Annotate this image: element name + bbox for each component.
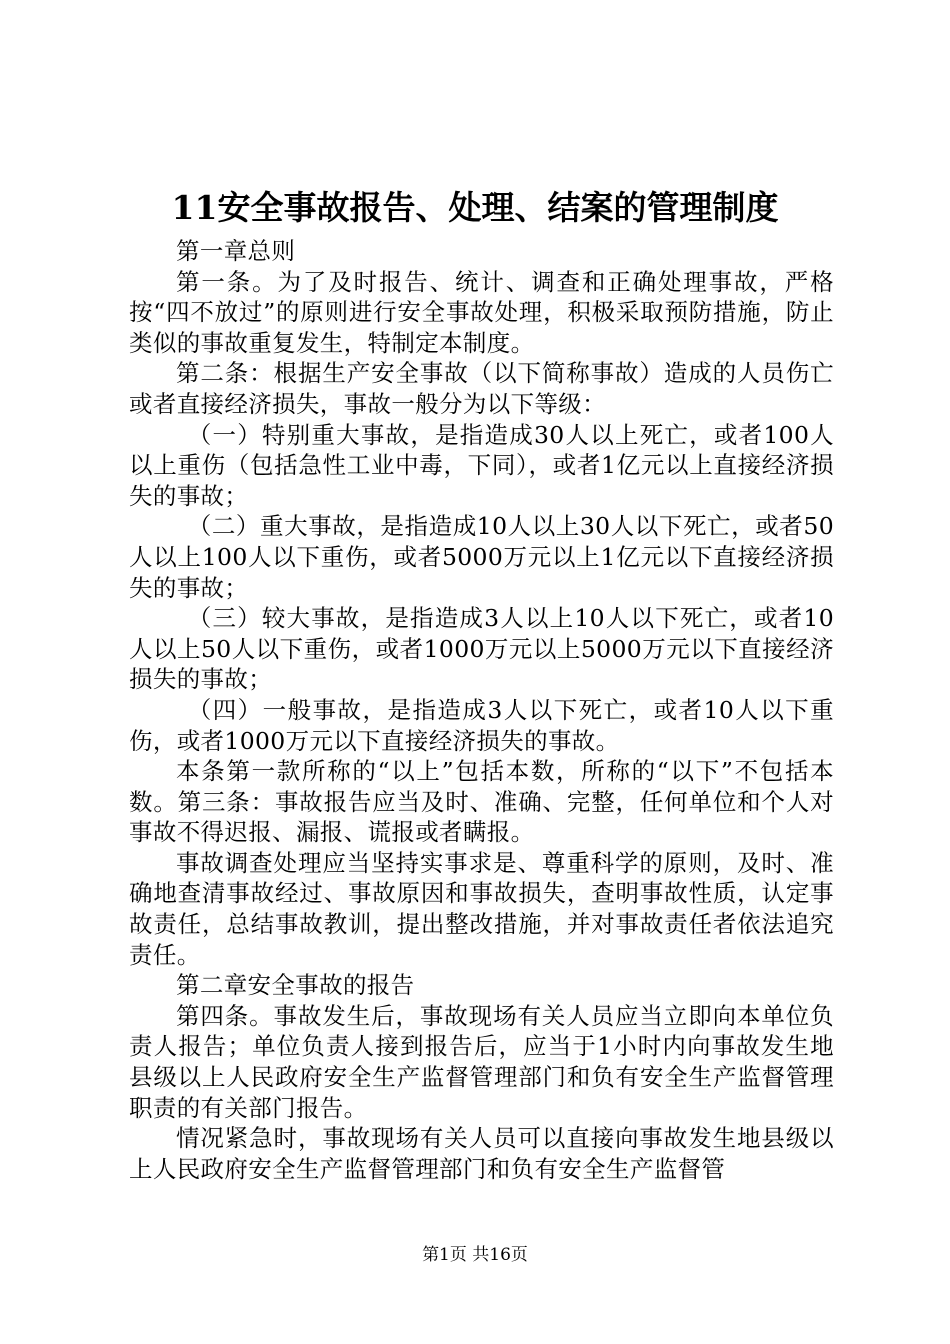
page-number-footer: 第1页 共16页 <box>422 1245 528 1265</box>
paragraph: 第二章安全事故的报告 <box>176 971 415 1000</box>
paragraph: 第四条。事故发生后，事故现场有关人员应当立即向本单位负责人报告；单位负责人接到报告后，应当于1小时内向事故发生地县级以上人民政府安全生产监督管理部门和负有安全生产监督管理职责的有关部门报告。 <box>129 1001 834 1122</box>
paragraph: （二）重大事故，是指造成10人以上30人以下死亡，或者50人以上100人以下重伤，或者5000万元以上1亿元以下直接经济损失的事故； <box>129 512 834 602</box>
paragraph: （一）特别重大事故，是指造成30人以上死亡，或者100人以上重伤（包括急性工业中毒，下同），或者1亿元以上直接经济损失的事故； <box>129 420 834 510</box>
paragraph: 事故调查处理应当坚持实事求是、尊重科学的原则，及时、准确地查清事故经过、事故原因和事故损失，查明事故性质，认定事故责任，总结事故教训，提出整改措施，并对事故责任者依法追究责任。 <box>129 848 834 969</box>
paragraph: 本条第一款所称的“以上”包括本数，所称的“以下”不包括本数。第三条：事故报告应当及时、准确、完整，任何单位和个人对事故不得迟报、漏报、谎报或者瞒报。 <box>129 757 834 847</box>
paragraph: 情况紧急时，事故现场有关人员可以直接向事故发生地县级以上人民政府安全生产监督管理部门和负有安全生产监督管 <box>129 1124 834 1183</box>
paragraph: 第二条：根据生产安全事故（以下简称事故）造成的人员伤亡或者直接经济损失，事故一般分为以下等级： <box>129 359 834 418</box>
paragraph: （三）较大事故，是指造成3人以上10人以下死亡，或者10人以上50人以下重伤，或者1000万元以上5000万元以下直接经济损失的事故； <box>129 604 834 694</box>
paragraph: （四）一般事故，是指造成3人以下死亡，或者10人以下重伤，或者1000万元以下直接经济损失的事故。 <box>129 695 834 755</box>
document-title: 11安全事故报告、处理、结案的管理制度 <box>171 188 779 227</box>
paragraph: 第一条。为了及时报告、统计、调查和正确处理事故，严格按“四不放过”的原则进行安全事故处理，积极采取预防措施，防止类似的事故重复发生，特制定本制度。 <box>129 267 834 357</box>
document-body <box>129 236 834 1184</box>
paragraph: 第一章总则 <box>176 237 296 265</box>
